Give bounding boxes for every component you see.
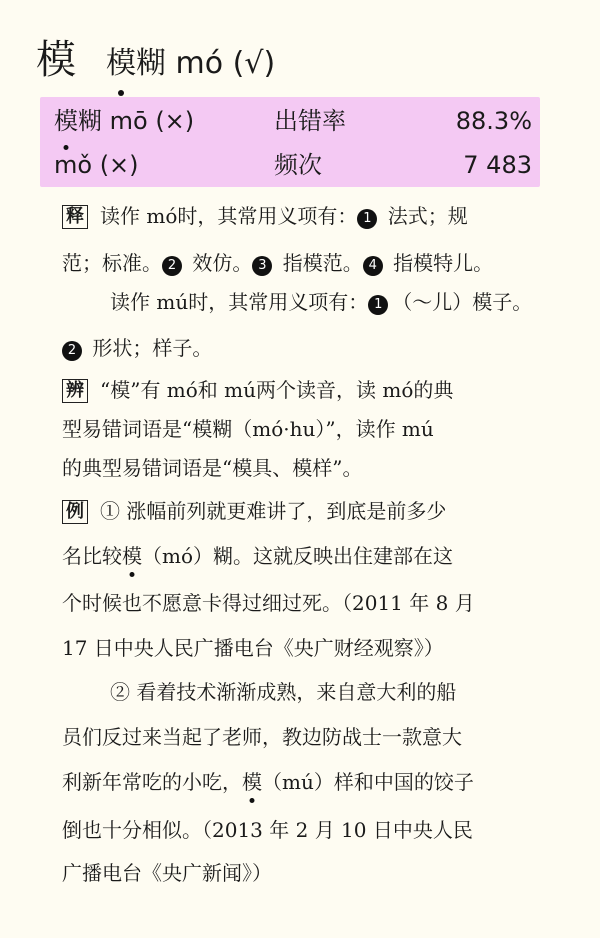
shi-tag: 释 xyxy=(62,205,88,229)
li-tag: 例 xyxy=(62,500,88,524)
li-e2-line-3: 利新年常吃的小吃，模（mú）样和中国的饺子 xyxy=(62,770,474,794)
number-4-icon: 4 xyxy=(363,256,383,276)
li-e2-line-2: 员们反过来当起了老师，教边防战士一款意大 xyxy=(62,725,462,749)
emphasis-dot-char: 模 xyxy=(54,99,78,143)
error-rate-label: 出错率 xyxy=(274,107,346,135)
error-rate-box xyxy=(40,97,540,187)
shi-line-1: 释 读作 mó时，其常用义项有： 1 法式；规 xyxy=(62,202,468,230)
number-1-icon: 1 xyxy=(357,209,377,229)
error-rate-value: 88.3% xyxy=(455,107,532,135)
li-e2-line-1: ② 看着技术渐渐成熟，来自意大利的船 xyxy=(110,680,457,704)
li-e1-line-2: 名比较模（mó）糊。这就反映出住建部在这 xyxy=(62,544,454,568)
headword-phrase xyxy=(106,40,275,88)
li-e2-line-4: 倒也十分相似。（2013 年 2 月 10 日中央人民 xyxy=(62,818,473,842)
li-e2-line-5: 广播电台《央广新闻》） xyxy=(62,861,272,885)
headword-pinyin: 糊 mó (√) xyxy=(136,46,276,81)
number-3-icon: 3 xyxy=(252,256,272,276)
frequency-value: 7 483 xyxy=(463,151,532,179)
bian-line-1: 辨 “模”有 mó和 mú两个读音，读 mó的典 xyxy=(62,376,453,404)
bian-tag: 辨 xyxy=(62,379,88,403)
emphasis-dot-char: 模 xyxy=(242,770,262,794)
frequency-label: 频次 xyxy=(274,151,322,179)
li-e1-line-3: 个时候也不愿意卡得过细过死。（2011 年 8 月 xyxy=(62,591,475,615)
entry-header xyxy=(36,36,275,86)
error-row-2 xyxy=(40,143,540,187)
error-row-1 xyxy=(40,99,540,143)
wrong-reading-1: 模糊 mō (×) xyxy=(54,99,194,143)
shi-line-3: 读作 mú时，其常用义项有： 1 （～儿）模子。 xyxy=(110,290,533,314)
headword-char: 模 xyxy=(36,37,76,83)
shi-line-4: 2 形状；样子。 xyxy=(62,334,212,362)
emphasis-dot-char: 模 xyxy=(122,544,142,568)
emphasis-dot-char: 模 xyxy=(106,40,136,88)
number-2-icon: 2 xyxy=(62,341,82,361)
shi-line-2: 范；标准。 2 效仿。 3 指模范。 4 指模特儿。 xyxy=(62,251,494,275)
li-e1-line-4: 17 日中央人民广播电台《央广财经观察》） xyxy=(62,636,444,660)
bian-line-3: 的典型易错词语是“模具、模样”。 xyxy=(62,456,363,480)
bian-line-2: 型易错词语是“模糊（mó·hu）”，读作 mú xyxy=(62,417,434,441)
li-e1-line-1: 例 ① 涨幅前列就更难讲了，到底是前多少 xyxy=(62,497,446,525)
number-1-icon: 1 xyxy=(368,295,388,315)
number-2-icon: 2 xyxy=(162,256,182,276)
wrong-reading-2: mǒ (×) xyxy=(54,151,139,179)
